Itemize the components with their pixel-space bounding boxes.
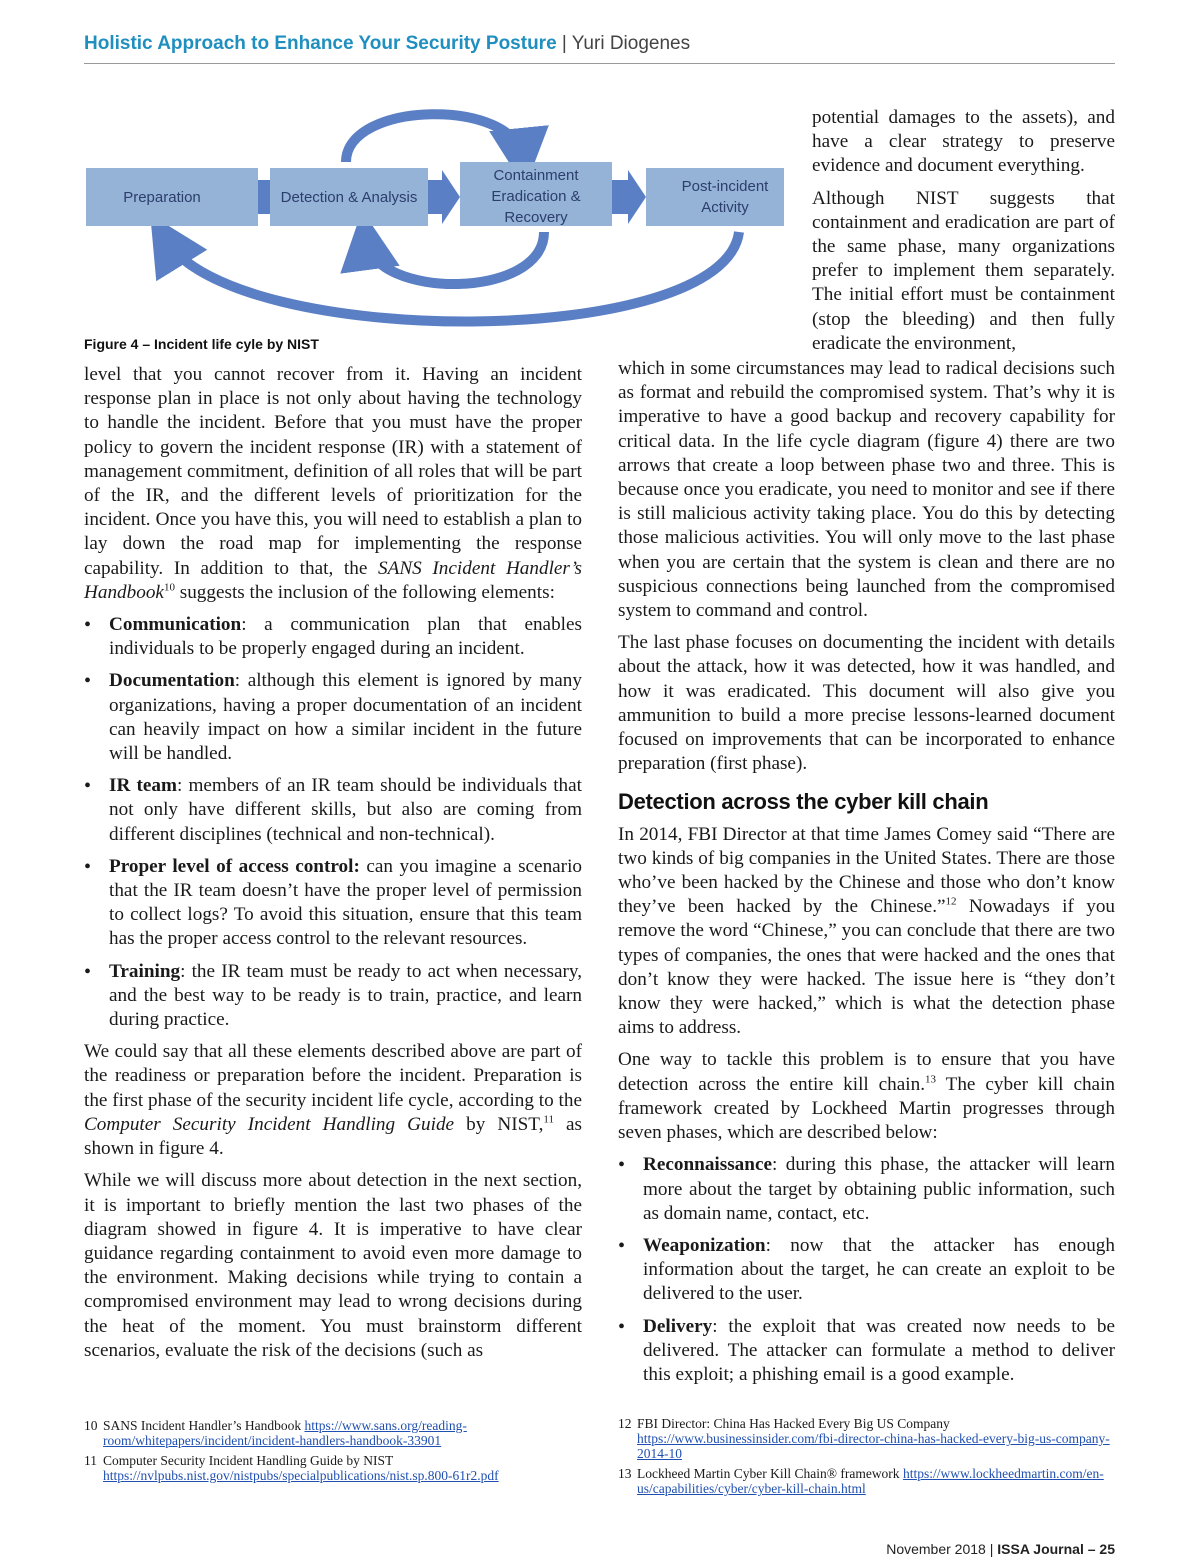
paragraph: potential damages to the assets), and have a clear strategy to preserve evidence and document everything. [812, 107, 1115, 177]
text-run: We could say that all these elements described above are part of the readiness or preparation before the incident. Preparation is the first phase of the security incident life cycle, according to the [84, 1041, 582, 1111]
arrow-contain-to-post [612, 170, 646, 224]
arrow-detect-to-contain [428, 170, 460, 224]
footnote-text [103, 1453, 582, 1483]
list-item [618, 1153, 1115, 1226]
page-footer [886, 1541, 1115, 1557]
term: Training [109, 960, 181, 982]
footnote-text [637, 1416, 1115, 1461]
list-item [84, 774, 582, 847]
term: Reconnaissance [643, 1154, 772, 1176]
author-name: Yuri Diogenes [571, 33, 691, 54]
term: Proper level of access control: [109, 855, 360, 877]
term-description: : during this phase, the attacker will learn more about the target by obtaining public information, such as domain name, contact, etc. [643, 1154, 1115, 1224]
footnote-ref: 10 [163, 581, 175, 594]
footer-separator: | [989, 1541, 994, 1557]
footnote-ref: 12 [945, 895, 957, 908]
text-run: level that you cannot recover from it. Having an incident response plan in place is not only about having the technology to handle the incident. Before that you must have the proper policy to govern the incident response (IR) with a statement of management commitment, definition of all roles that will be part of the IR, and the different levels of prioritization for the incident. Once you have this, you will need to establish a plan to lay down the road map for implementing the response capability. In addition to that, the [84, 364, 582, 579]
label-containment-3: Recovery [504, 209, 568, 226]
text-run: One way to tackle this problem is to ensure that you have detection across the entire kill chain. [618, 1049, 1115, 1095]
footnote [84, 1418, 582, 1448]
return-arrow [166, 232, 739, 322]
paragraph: The last phase focuses on documenting the incident with details about the attack, how it was detected, how it was handled, and how it was eradicated. This document will also give you ammunition to build a more precise lessons-learned document focused on improvements that can be incorporated to enhance preparation (first phase). [618, 632, 1115, 775]
italic-title: Computer Security Incident Handling Guide [84, 1113, 455, 1135]
term-description: : although this element is ignored by many organizations, having a proper documentation of an incident can heavily impact on how a similar incident in the future will be handled. [109, 670, 582, 765]
footnotes-left [84, 1418, 582, 1488]
footnote-link[interactable]: https://www.lockheedmartin.com/en-us/capabilities/cyber/cyber-kill-chain.html [637, 1466, 1104, 1496]
right-column [618, 357, 1115, 1395]
footnote-title: Computer Security Incident Handling Guide by NIST [103, 1453, 393, 1468]
incident-lifecycle-figure [84, 100, 784, 330]
footnotes-right [618, 1416, 1115, 1501]
term-description: can you imagine a scenario that the IR team doesn’t have the proper level of permission to collect logs? To avoid this situation, ensure that this team has the proper access control to the relevant resources. [109, 855, 582, 950]
article-title: Holistic Approach to Enhance Your Security Posture [84, 33, 557, 54]
label-preparation: Preparation [123, 189, 201, 206]
paragraph [84, 363, 582, 605]
term: IR team [109, 775, 177, 797]
list-item [618, 1315, 1115, 1388]
footnote-ref: 11 [543, 1113, 554, 1126]
footnote [84, 1453, 582, 1483]
text-run: Nowadays if you remove the word “Chinese,” you can conclude that there are two types of companies, the ones that were hacked and the ones that don’t know they were hacked. The issue here is “they don’t know they were hacked,” which is what the detection phase aims to address. [618, 896, 1116, 1039]
term-description: : now that the attacker has enough information about the target, he can create an exploit to be delivered to the user. [643, 1234, 1115, 1305]
paragraph [618, 823, 1115, 1041]
journal-page: ISSA Journal – 25 [997, 1541, 1115, 1557]
term: Communication [109, 614, 242, 636]
footnote [618, 1416, 1115, 1461]
box-post-incident [646, 168, 784, 226]
footnote-title: Lockheed Martin Cyber Kill Chain® framework [637, 1466, 903, 1481]
term-description: : a communication plan that enables individuals to be properly engaged during an incident. [109, 614, 582, 660]
right-column-narrow [812, 106, 1115, 356]
ir-elements-list [84, 613, 582, 1032]
footnote-number: 10 [84, 1418, 98, 1433]
footnote-ref: 13 [925, 1073, 937, 1086]
footnote-number: 12 [618, 1416, 632, 1431]
label-containment-2: Eradication & [491, 188, 581, 205]
figure-caption: Figure 4 – Incident life cyle by NIST [84, 336, 319, 352]
text-run: suggests the inclusion of the following elements: [174, 581, 555, 603]
term-description: : the exploit that was created now needs to be delivered. The attacker can formulate a method to deliver this exploit; a phishing email is a good example. [643, 1315, 1115, 1385]
term: Documentation [109, 670, 235, 692]
left-column [84, 363, 582, 1371]
footnote-title: FBI Director: China Has Hacked Every Big US Company [637, 1416, 950, 1431]
footnote [618, 1466, 1115, 1496]
running-header [84, 33, 1115, 55]
lifecycle-diagram [84, 100, 784, 330]
footnote-number: 11 [84, 1453, 97, 1468]
term: Delivery [643, 1315, 713, 1337]
list-item [84, 613, 582, 661]
label-detection: Detection & Analysis [280, 189, 418, 206]
issue-date: November 2018 [886, 1541, 986, 1557]
paragraph [618, 1048, 1115, 1145]
paragraph [84, 1040, 582, 1161]
footnote-link[interactable]: https://www.businessinsider.com/fbi-director-china-has-hacked-every-big-us-company-2014-10 [637, 1431, 1110, 1461]
header-rule [84, 63, 1115, 64]
text-run: as shown in figure 4. [84, 1113, 583, 1160]
paragraph: which in some circumstances may lead to radical decisions such as format and rebuild the compromised system. That’s why it is imperative to have a good backup and recovery capability for critical data. In the life cycle diagram (figure 4) there are two arrows that create a loop between phase two and three. This is because once you eradicate, you need to monitor and see if there is still malicious activity taking place. You do this by detecting those malicious activities. You will only move to the last phase when you are certain that the system is clean and there are no suspicious connections being launched from the compromised system to command and control. [618, 358, 1115, 622]
label-containment-1: Containment [493, 167, 579, 184]
list-item [84, 669, 582, 766]
paragraph: Although NIST suggests that containment and eradication are part of the same phase, many organizations prefer to implement them separately. The initial effort must be containment (stop the bleeding) and then fully eradicate the environment, [812, 187, 1115, 354]
term: Weaponization [643, 1234, 766, 1256]
footnote-number: 13 [618, 1466, 632, 1481]
text-run: The cyber kill chain framework created by Lockheed Martin progresses through seven phases, which are described below: [618, 1073, 1115, 1144]
label-post-1: Post-incident [681, 178, 769, 195]
term-description: : members of an IR team should be individuals that not only have different skills, but also are coming from different disciplines (technical and non-technical). [109, 775, 582, 845]
section-heading: Detection across the cyber kill chain [618, 789, 989, 815]
footnote-text [637, 1466, 1115, 1496]
list-item [84, 855, 582, 952]
footnote-link[interactable]: https://nvlpubs.nist.gov/nistpubs/specialpublications/nist.sp.800-61r2.pdf [103, 1468, 499, 1483]
paragraph: While we will discuss more about detection in the next section, it is important to briefly mention the last two phases of the diagram showed in figure 4. It is imperative to have clear guidance regarding containment to avoid even more damage to the environment. Making decisions while trying to contain a compromised environment may lead to wrong decisions during the heat of the moment. You must brainstorm different scenarios, evaluate the risk of the decisions (such as [84, 1170, 582, 1361]
label-post-2: Activity [701, 199, 749, 216]
italic-title: SANS Incident Handler’s Handbook [84, 557, 582, 603]
term-description: : the IR team must be ready to act when necessary, and the best way to be ready is to train, practice, and learn during practice. [109, 960, 582, 1031]
footnote-title: SANS Incident Handler’s Handbook [103, 1418, 305, 1433]
list-item [618, 1234, 1115, 1307]
footnote-link[interactable]: https://www.sans.org/reading-room/whitepapers/incident/incident-handlers-handbook-33901 [103, 1418, 467, 1448]
footnote-text [103, 1418, 582, 1448]
kill-chain-list [618, 1153, 1115, 1387]
loop-arrow-top [346, 114, 522, 162]
list-item [84, 960, 582, 1033]
header-separator: | [561, 33, 567, 54]
loop-arrow-bottom [366, 232, 544, 284]
text-run: In 2014, FBI Director at that time James Comey said “There are two kinds of big companies in the United States. There are those who’ve been hacked by the Chinese and those who don’t know they’ve been hacked by the Chinese.” [618, 823, 1115, 918]
text-run: by NIST, [454, 1113, 544, 1135]
